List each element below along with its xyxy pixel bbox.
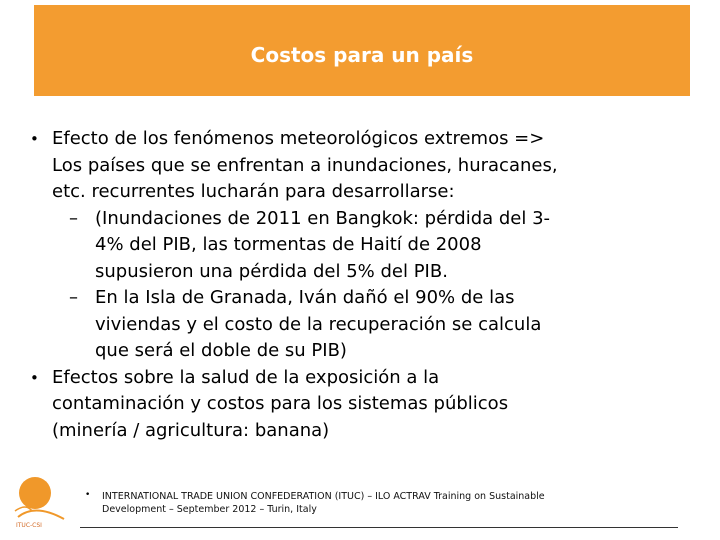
sub-line: viviendas y el costo de la recuperación se calcula [95,313,542,335]
slide-body [30,126,700,444]
sub-item-2 [30,285,700,365]
footer-line-1: INTERNATIONAL TRADE UNION CONFEDERATION (ITUC) – ILO ACTRAV Training on Sustainable [102,491,545,502]
bullet-line: Los países que se enfrentan a inundaciones, huracanes, [52,154,558,176]
footer-line-2: Development – September 2012 – Turin, Italy [102,504,317,515]
footer-bullet: • [85,490,91,500]
sub-line: En la Isla de Granada, Iván dañó el 90% de las [95,287,515,308]
bullet-marker: • [30,130,39,148]
sub-line: que será el doble de su PIB) [95,340,347,361]
bullet-line: contaminación y costos para los sistemas públicos [52,393,509,414]
sub-line: 4% del PIB, las tormentas de Haití de 2008 [95,234,482,255]
footer-divider [80,527,678,528]
dash-marker: – [69,207,78,229]
slide-title: Costos para un país [250,43,474,67]
bullet-line: Efectos sobre la salud de la exposición a la [52,366,440,388]
sub-item-1 [30,206,700,286]
bullet-marker: • [30,368,39,387]
sub-line: supusieron una pérdida del 5% del PIB. [95,260,448,282]
title-bar [34,5,690,96]
dash-marker: – [69,287,78,308]
sub-line: (Inundaciones de 2011 en Bangkok: pérdida del 3- [95,207,551,229]
bullet-item-1 [30,126,700,206]
logo-label: ITUC-CSI [16,522,42,529]
bullet-line: etc. recurrentes lucharán para desarrollarse: [52,181,455,202]
bullet-line: (minería / agricultura: banana) [52,419,330,441]
bullet-item-2 [30,365,700,445]
bullet-line: Efecto de los fenómenos meteorológicos extremos => [52,128,545,149]
footer-credit [102,490,642,516]
ituc-logo-icon [12,473,72,529]
